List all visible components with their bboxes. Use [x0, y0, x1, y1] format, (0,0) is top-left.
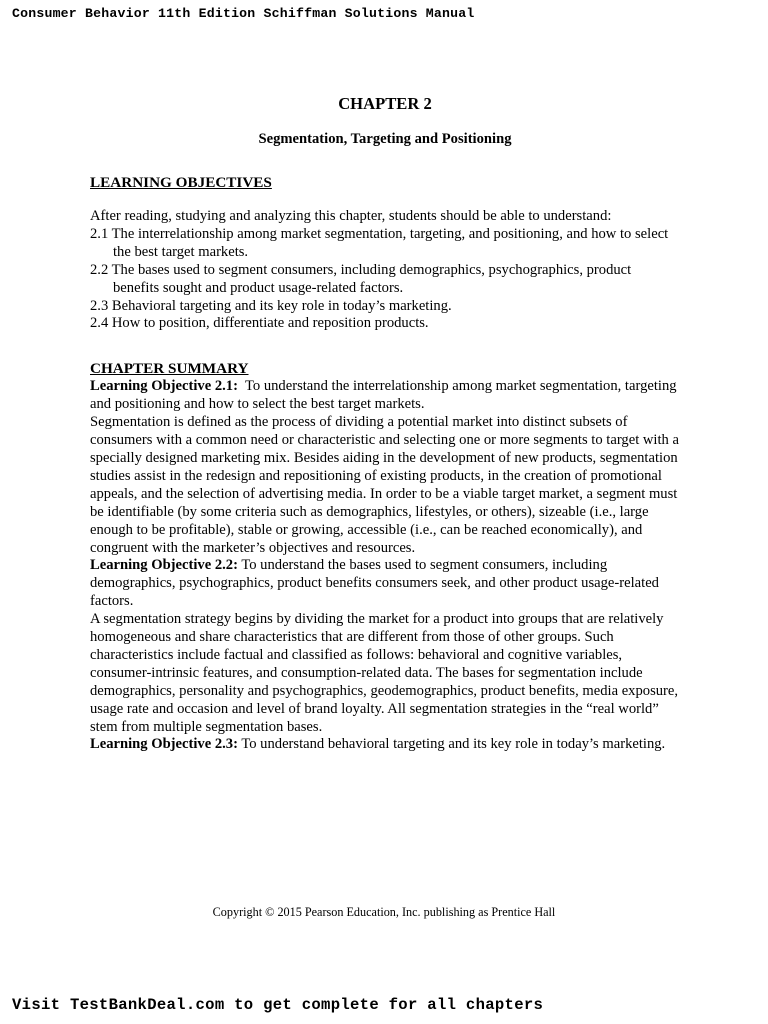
lo-text: To understand the interrelationship among market segmentation, targeting and positioning and how to select the best target markets.	[90, 378, 677, 413]
lo-text: To understand the bases used to segment consumers, including demographics, psychographics, product benefits consumers seek, and other product usage-related factors.	[90, 557, 659, 610]
lo-label: Learning Objective 2.1:	[90, 378, 238, 395]
footer-banner: Visit TestBankDeal.com to get complete for all chapters	[12, 996, 544, 1014]
learning-objective-2-3	[90, 736, 680, 754]
header-banner: Consumer Behavior 11th Edition Schiffman Solutions Manual	[12, 6, 475, 21]
learning-objective-2-2	[90, 557, 680, 611]
objectives-list	[90, 226, 680, 333]
objective-item: 2.4 How to position, differentiate and reposition products.	[90, 315, 429, 332]
summary-paragraph-strategy: A segmentation strategy begins by dividing the market for a product into groups that are relatively homogeneous and share characteristics that are different from those of other groups. Such characteristics include factual and classified as follows: behavioral and cognitive variables, consumer-intrinsic features, and consumption-related data. The bases for segmentation include demographics, personality and psychographics, geodemographics, product benefits, media exposure, usage rate and occasion and level of brand loyalty. All segmentation strategies in the “real world” stem from multiple segmentation bases.	[90, 611, 679, 735]
objectives-intro: After reading, studying and analyzing this chapter, students should be able to understand:	[90, 208, 612, 224]
learning-objectives-heading: LEARNING OBJECTIVES	[90, 174, 272, 191]
summary-paragraph-segmentation: Segmentation is defined as the process of dividing a potential market into distinct subsets of consumers with a common need or characteristic and selecting one or more segments to target with a specially designed marketing mix. Besides aiding in the development of new products, segmentation studies assist in the redesign and repositioning of existing products, in the creation of promotional appeals, and the selection of advertising media. In order to be a viable target market, a segment must be identifiable (by some criteria such as demographics, lifestyles, or others), sizeable (i.e., large enough to be profitable), stable or growing, accessible (i.e., can be reached economically), and congruent with the marketer’s objectives and resources.	[90, 414, 679, 556]
objective-item: 2.3 Behavioral targeting and its key role in today’s marketing.	[90, 297, 452, 314]
copyright-notice: Copyright © 2015 Pearson Education, Inc. publishing as Prentice Hall	[212, 905, 556, 919]
lo-label: Learning Objective 2.3:	[90, 736, 238, 753]
chapter-summary-heading: CHAPTER SUMMARY	[90, 360, 249, 378]
learning-objective-2-1	[90, 378, 680, 414]
document-body	[90, 94, 680, 754]
objective-item: 2.1 The interrelationship among market segmentation, targeting, and positioning, and how to select the best target markets.	[90, 225, 669, 260]
lo-text: To understand behavioral targeting and its key role in today’s marketing.	[241, 736, 666, 753]
chapter-subtitle: Segmentation, Targeting and Positioning	[258, 131, 512, 147]
chapter-title: CHAPTER 2	[338, 94, 432, 113]
lo-label: Learning Objective 2.2:	[90, 557, 238, 574]
objective-item: 2.2 The bases used to segment consumers, including demographics, psychographics, product benefits sought and product usage-related factors.	[90, 261, 632, 296]
